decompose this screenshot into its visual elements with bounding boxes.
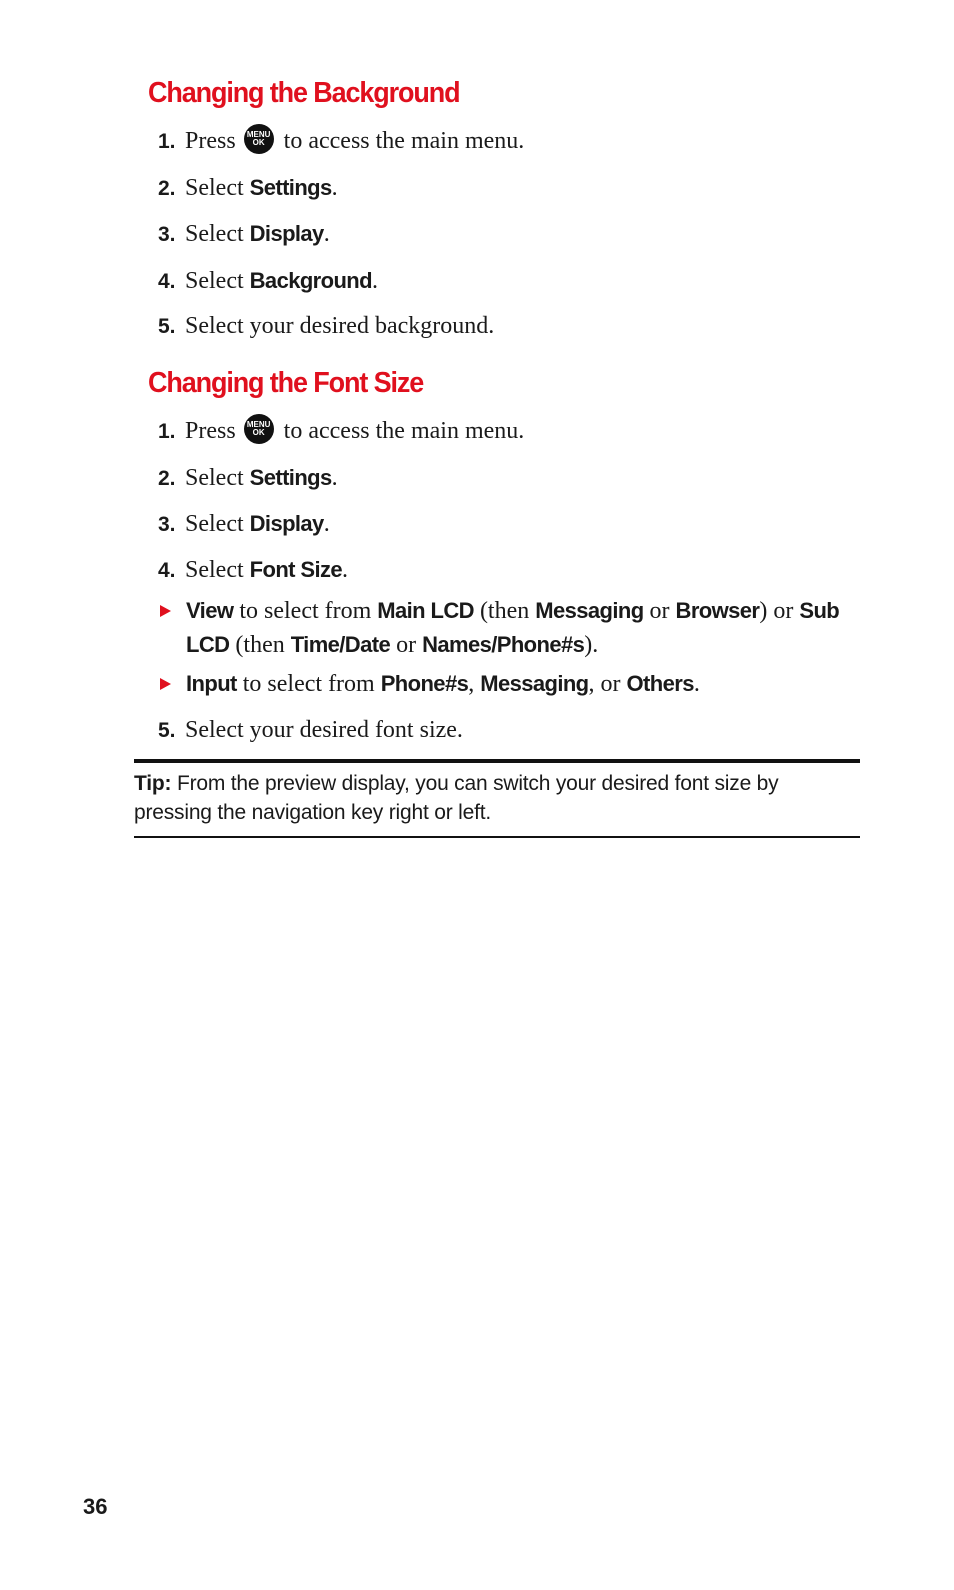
menu-keyword: Messaging — [535, 598, 644, 623]
step-text: . — [331, 175, 338, 201]
step-text: Press — [185, 128, 236, 154]
menu-keyword: Settings — [249, 175, 332, 200]
step-text: . — [342, 557, 349, 583]
tip-label: Tip: — [134, 772, 172, 795]
bullet-text: (then — [235, 632, 285, 658]
step-number: 2. — [158, 467, 176, 490]
step-text: . — [331, 465, 338, 491]
step-text: Select — [185, 175, 244, 201]
menu-keyword: Others — [626, 671, 694, 696]
step-5 — [158, 714, 858, 747]
step-number: 3. — [158, 513, 176, 536]
page-number: 36 — [83, 1494, 108, 1519]
step-text: to access the main menu. — [283, 128, 525, 154]
menu-keyword: Display — [249, 511, 324, 536]
step-text: Select — [185, 465, 244, 491]
step-text: Select — [185, 268, 244, 294]
heading-changing-background: Changing the Background — [148, 77, 460, 109]
step-number: 1. — [158, 130, 176, 153]
menu-keyword: Display — [249, 221, 324, 246]
menu-keyword: Browser — [675, 598, 760, 623]
menu-ok-key-icon: MENU OK — [244, 414, 274, 444]
step-5 — [158, 310, 858, 343]
step-text: to access the main menu. — [283, 418, 525, 444]
step-number: 2. — [158, 177, 176, 200]
step-text: . — [323, 221, 330, 247]
menu-keyword: Background — [249, 268, 372, 293]
step-number: 3. — [158, 223, 176, 246]
bullet-input — [158, 667, 858, 701]
menu-keyword: Phone#s — [380, 671, 469, 696]
step-text: Select — [185, 221, 244, 247]
bullet-text: , or — [588, 671, 621, 697]
menu-keyword: Messaging — [480, 671, 589, 696]
step-number: 1. — [158, 420, 176, 443]
step-1 — [158, 125, 858, 158]
step-number: 4. — [158, 559, 176, 582]
step-1 — [158, 415, 858, 448]
menu-keyword: Settings — [249, 465, 332, 490]
step-text: Select your desired font size. — [185, 717, 463, 743]
step-text: Press — [185, 418, 236, 444]
menu-keyword: Main LCD — [377, 598, 474, 623]
arrow-bullet-icon — [160, 678, 171, 690]
bullet-text: ). — [584, 632, 599, 658]
bullet-view — [158, 594, 858, 662]
menu-keyword: View — [186, 598, 234, 623]
menu-ok-key-icon: MENU OK — [244, 124, 274, 154]
step-number: 5. — [158, 315, 176, 338]
step-text: . — [372, 268, 378, 294]
tip-text: From the preview display, you can switch your desired font size by pressing the navigation key right or left. — [134, 772, 779, 824]
menu-keyword: Sub LCD — [186, 598, 840, 657]
step-text: Select — [185, 511, 244, 537]
step-text: Select your desired background. — [185, 313, 495, 339]
bullet-text: (then — [479, 598, 530, 624]
menu-keyword: Font Size — [249, 557, 343, 582]
bullet-text: to select from — [242, 671, 375, 697]
step-3 — [158, 507, 858, 541]
bullet-text: , — [468, 671, 475, 697]
menu-keyword: Names/Phone#s — [422, 632, 585, 657]
bullet-text: or — [649, 598, 670, 624]
tip-box — [134, 759, 860, 838]
step-2 — [158, 171, 858, 205]
arrow-bullet-icon — [160, 605, 171, 617]
bullet-text: ) or — [759, 598, 794, 624]
bullet-text: or — [396, 632, 417, 658]
step-text: . — [323, 511, 330, 537]
heading-changing-font-size: Changing the Font Size — [148, 367, 424, 399]
bullet-text: to select from — [239, 598, 372, 624]
step-4 — [158, 553, 858, 587]
menu-keyword: Time/Date — [290, 632, 391, 657]
step-number: 4. — [158, 270, 176, 293]
step-2 — [158, 461, 858, 495]
step-text: Select — [185, 557, 244, 583]
step-number: 5. — [158, 719, 176, 742]
step-3 — [158, 217, 858, 251]
step-4 — [158, 264, 858, 298]
menu-keyword: Input — [186, 671, 237, 696]
bullet-text: . — [693, 671, 700, 697]
